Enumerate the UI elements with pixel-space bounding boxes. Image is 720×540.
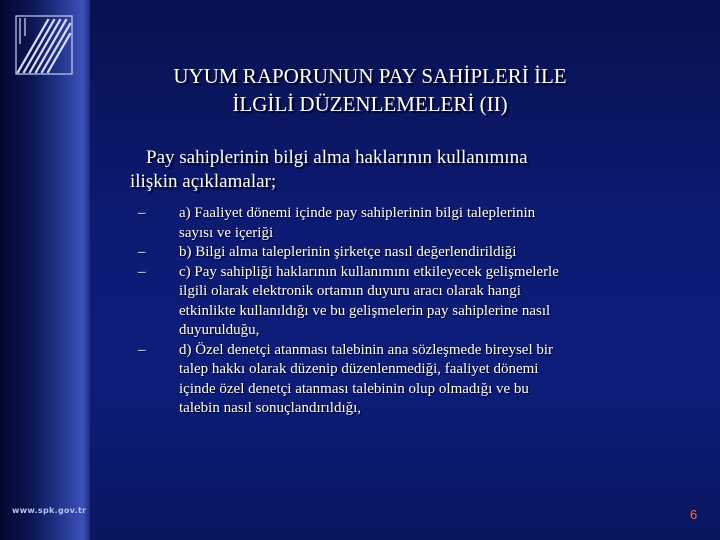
page-number: 6 bbox=[690, 507, 698, 522]
title-line: İLGİLİ DÜZENLEMELERİ (II) bbox=[232, 92, 508, 116]
bullet-dash: – bbox=[138, 244, 146, 260]
bullet-dash: – bbox=[138, 205, 146, 221]
intro-line: ilişkin açıklamalar; bbox=[130, 171, 277, 192]
item-line: c) Pay sahipliği haklarının kullanımını etkileyecek gelişmelerle bbox=[179, 263, 559, 280]
spk-logo-icon bbox=[14, 14, 74, 76]
list-item bbox=[130, 341, 700, 419]
item-line: içinde özel denetçi atanması talebinin olup olmadığı ve bu bbox=[179, 380, 529, 397]
item-line: ilgili olarak elektronik ortamın duyuru aracı olarak hangi bbox=[179, 283, 521, 299]
list-item bbox=[130, 263, 700, 341]
bullet-dash: – bbox=[138, 263, 146, 280]
website-url: www.spk.gov.tr bbox=[12, 506, 87, 515]
list-item bbox=[130, 204, 700, 243]
sidebar bbox=[0, 0, 90, 540]
item-line: sayısı ve içeriği bbox=[179, 224, 274, 241]
item-line: talebin nasıl sonuçlandırıldığı, bbox=[179, 400, 362, 416]
item-line: d) Özel denetçi atanması talebinin ana sözleşmede bireysel bir bbox=[179, 341, 554, 358]
slide-title bbox=[100, 62, 640, 118]
intro-line: Pay sahiplerinin bilgi alma haklarının kullanımına bbox=[146, 147, 528, 168]
item-line: etkinlikte kullanıldığı ve bu gelişmelerin pay sahiplerine nasıl bbox=[179, 302, 551, 319]
item-line: a) Faaliyet dönemi içinde pay sahiplerinin bilgi taleplerinin bbox=[179, 205, 536, 221]
bullet-list bbox=[130, 204, 700, 419]
list-item bbox=[130, 243, 700, 263]
bullet-dash: – bbox=[138, 341, 146, 358]
intro-text bbox=[130, 146, 690, 194]
item-line: talep hakkı olarak düzenip düzenlenmediği, faaliyet dönemi bbox=[179, 361, 539, 377]
item-line: duyurulduğu, bbox=[179, 322, 260, 338]
item-line: b) Bilgi alma taleplerinin şirketçe nasıl değerlendirildiği bbox=[179, 244, 517, 260]
title-line: UYUM RAPORUNUN PAY SAHİPLERİ İLE bbox=[173, 64, 567, 88]
